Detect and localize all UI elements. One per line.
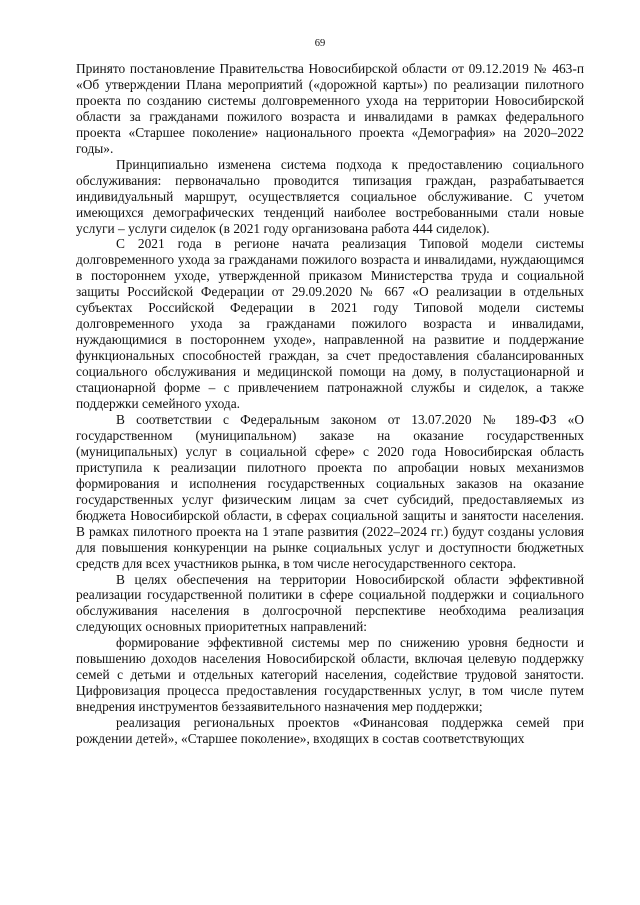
paragraph: Принято постановление Правительства Новосибирской области от 09.12.2019 № 463-п «Об утверждении Плана мероприятий («дорожной карты») по реализации пилотного проекта по созданию системы долговременного ухода на территории Новосибирской области за гражданами пожилого возраста и инвалидами в рамках федерального проекта «Старшее поколение» национального проекта «Демография» на 2020–2022 годы». <box>76 61 584 156</box>
paragraph: реализация региональных проектов «Финансовая поддержка семей при рождении детей», «Старшее поколение», входящих в состав соответствующих <box>76 715 584 747</box>
paragraph: В целях обеспечения на территории Новосибирской области эффективной реализации государственной политики в сфере социальной поддержки и социального обслуживания населения в долгосрочной перспективе необходима реализация следующих основных приоритетных направлений: <box>76 571 584 635</box>
paragraph: формирование эффективной системы мер по снижению уровня бедности и повышению доходов населения Новосибирской области, включая целевую поддержку семей с детьми и отдельных категорий населения, содействие трудовой занятости. Цифровизация процесса предоставления государственных услуг, в том числе путем внедрения инструментов беззаявительного назначения мер поддержки; <box>76 635 584 715</box>
page-number: 69 <box>314 38 326 49</box>
paragraph: Принципиально изменена система подхода к предоставлению социального обслуживания: первоначально проводится типизация граждан, разрабатывается индивидуальный маршрут, осуществляется социальное обслуживание. С учетом имеющихся демографических тенденций наиболее востребованными стали новые услуги – услуги сиделок (в 2021 году организована работа 444 сиделок). <box>76 156 584 236</box>
document-body <box>76 61 584 747</box>
paragraph: В соответствии с Федеральным законом от 13.07.2020 № 189-ФЗ «О государственном (муниципальном) заказе на оказание государственных (муниципальных) услуг в социальной сфере» с 2020 года Новосибирская область приступила к реализации пилотного проекта по апробации новых механизмов формирования и исполнения государственных социальных заказов на оказание государственных услуг физическим лицам за счет субсидий, предоставляемых из бюджета Новосибирской области, в сферах социальной защиты и занятости населения. В рамках пилотного проекта на 1 этапе развития (2022–2024 гг.) будут созданы условия для повышения конкуренции на рынке социальных услуг и доступности бюджетных средств для всех участников рынка, в том числе негосударственного сектора. <box>76 411 584 571</box>
paragraph: С 2021 года в регионе начата реализация Типовой модели системы долговременного ухода за гражданами пожилого возраста и инвалидами, нуждающимся в постороннем уходе, утвержденной приказом Министерства труда и социальной защиты Российской Федерации от 29.09.2020 № 667 «О реализации в отдельных субъектах Российской Федерации в 2021 году Типовой модели системы долговременного ухода за гражданами пожилого возраста и инвалидами, нуждающимися в постороннем уходе», направленной на развитие и поддержание функциональных способностей граждан, за счет предоставления сбалансированных социального обслуживания и медицинской помощи на дому, в полустационарной и стационарной форме – с привлечением патронажной службы и сиделок, а также поддержки семейного ухода. <box>76 236 584 412</box>
